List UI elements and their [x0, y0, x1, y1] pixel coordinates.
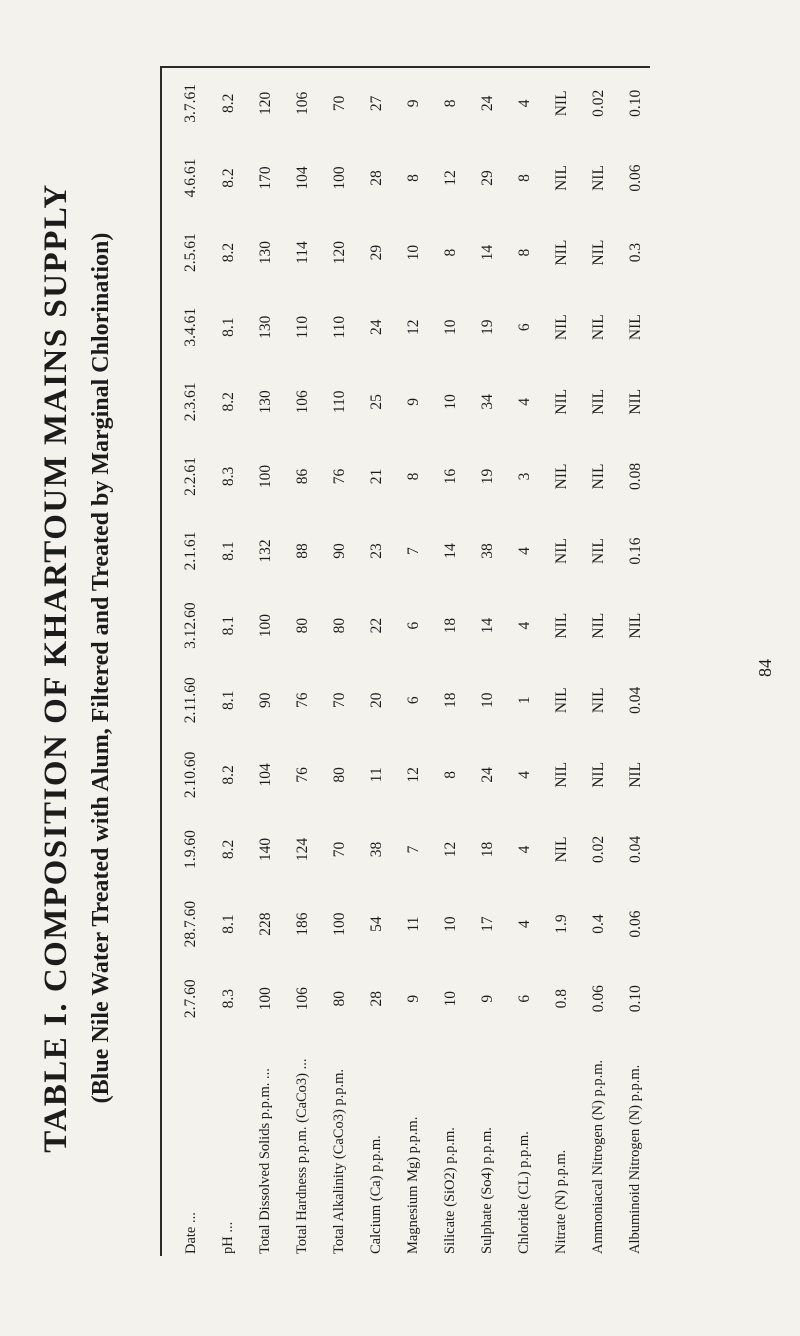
table-cell: 8	[404, 174, 422, 182]
table-cell: 70	[330, 692, 348, 709]
row-label: pH ...	[220, 1221, 236, 1254]
table-cell: 8.3	[219, 989, 237, 1009]
table-cell: 6	[404, 696, 422, 705]
table-cell: 4	[515, 547, 533, 555]
table-cell: 80	[330, 990, 348, 1007]
table-cell: 8.2	[219, 93, 237, 114]
row-label: Total Alkalinity (CaCo3) p.p.m.	[331, 1068, 347, 1254]
table-cell: NIL	[552, 90, 570, 117]
table-cell: NIL	[626, 388, 644, 415]
table-cell: 0.06	[626, 164, 644, 192]
table-row	[432, 66, 469, 1256]
table-cell: 8.2	[219, 242, 237, 263]
page-title: TABLE I. COMPOSITION OF KHARTOUM MAINS SUPPLY	[38, 183, 74, 1153]
table-cell: 0.08	[626, 462, 644, 490]
table-row	[543, 66, 580, 1256]
table-cell: 170	[256, 166, 274, 190]
table-cell: 4	[515, 845, 533, 854]
table-cell: NIL	[589, 612, 607, 639]
table-cell: 8.2	[219, 168, 237, 188]
row-label: Chloride (CL) p.p.m.	[516, 1131, 532, 1254]
table-cell: 8.1	[219, 690, 237, 710]
table-cell: 0.02	[589, 835, 607, 864]
table-cell: 70	[330, 841, 348, 858]
table-cell: NIL	[589, 239, 607, 266]
table-row	[247, 66, 284, 1256]
row-label: Albuminoid Nitrogen (N) p.p.m.	[627, 1064, 643, 1254]
table-cell: 90	[330, 543, 348, 559]
top-rule	[160, 66, 162, 1256]
table-cell: NIL	[552, 761, 570, 788]
table-cell: NIL	[552, 239, 570, 266]
table-cell: 0.04	[626, 835, 644, 864]
table-cell: 6	[515, 994, 533, 1003]
table-cell: 80	[293, 617, 311, 634]
table-cell: 54	[367, 916, 385, 932]
table-cell: 76	[293, 767, 311, 783]
table-cell: 104	[256, 763, 274, 787]
row-label: Total Hardness p.p.m. (CaCo3) ...	[294, 1058, 310, 1254]
table-cell: 25	[367, 394, 385, 410]
table-row	[321, 66, 358, 1256]
table-cell: 110	[330, 390, 348, 414]
table-cell: 3.4.61	[182, 307, 199, 347]
table-cell: NIL	[552, 314, 570, 341]
table-cell: 10	[478, 692, 496, 709]
table-cell: 0.06	[626, 910, 644, 938]
table-cell: 17	[478, 916, 496, 932]
table-cell: 1	[515, 696, 533, 705]
table-cell: 130	[256, 390, 274, 414]
table-cell: 114	[293, 241, 311, 264]
table-cell: 1.9	[552, 914, 570, 934]
table-cell: 7	[404, 845, 422, 854]
table-cell: 76	[330, 468, 348, 485]
table-cell: 11	[367, 767, 385, 783]
table-cell: 19	[478, 468, 496, 485]
table-cell: 4	[515, 99, 533, 108]
table-cell: 106	[293, 390, 311, 414]
table-cell: NIL	[589, 687, 607, 714]
table-cell: 86	[293, 468, 311, 485]
table-cell: 8.3	[219, 466, 237, 487]
table-row	[395, 66, 432, 1256]
table-cell: 29	[367, 244, 385, 261]
table-cell: 24	[478, 95, 496, 112]
table-cell: 2.11.60	[182, 677, 199, 724]
table-cell: 2.2.61	[182, 457, 199, 496]
table-cell: 28	[367, 170, 385, 186]
row-label: Sulphate (So4) p.p.m.	[479, 1127, 495, 1254]
table-cell: 2.1.61	[182, 531, 199, 571]
table-cell: 18	[478, 841, 496, 858]
table-cell: 12	[404, 767, 422, 783]
table-cell: 4	[515, 920, 533, 928]
table-cell: 140	[256, 837, 274, 862]
table-cell: 10	[441, 916, 459, 932]
table-cell: 100	[330, 166, 348, 190]
table-cell: NIL	[626, 314, 644, 341]
table-cell: 20	[367, 692, 385, 709]
table-row	[580, 66, 617, 1256]
table-cell: 8.2	[219, 765, 237, 785]
page-subtitle: (Blue Nile Water Treated with Alum, Filtered and Treated by Marginal Chlorination)	[88, 232, 114, 1104]
table-cell: 8	[441, 99, 459, 108]
table-cell: NIL	[552, 165, 570, 191]
table-cell: 3.12.60	[182, 602, 199, 649]
table-cell: NIL	[552, 612, 570, 639]
table-cell: 120	[330, 240, 348, 265]
table-cell: 4	[515, 771, 533, 779]
table-cell: 130	[256, 315, 274, 339]
table-cell: 28	[367, 990, 385, 1007]
table-cell: 7	[404, 547, 422, 555]
table-cell: 4	[515, 397, 533, 406]
page-number: 84	[755, 659, 775, 677]
table-cell: 124	[293, 837, 311, 862]
table-cell: 0.06	[589, 985, 607, 1013]
table-cell: NIL	[552, 687, 570, 714]
table-cell: NIL	[552, 538, 570, 564]
table-cell: 28.7.60	[182, 900, 199, 948]
table-cell: 0.8	[552, 989, 570, 1009]
table-cell: 10	[441, 319, 459, 335]
table-cell: 100	[256, 614, 274, 638]
table-cell: 10	[404, 244, 422, 261]
table-cell: 27	[367, 95, 385, 112]
table-cell: NIL	[589, 388, 607, 415]
table-cell: NIL	[589, 761, 607, 788]
table-cell: 0.3	[626, 242, 644, 263]
table-row	[506, 66, 543, 1256]
table-cell: 12	[441, 170, 459, 186]
table-cell: 70	[330, 95, 348, 112]
row-label: Silicate (SiO2) p.p.m.	[442, 1127, 458, 1254]
table-cell: 8.1	[219, 317, 237, 337]
table-cell: 21	[367, 468, 385, 485]
table-cell: 12	[441, 841, 459, 858]
table-row	[210, 66, 247, 1256]
table-cell: 18	[441, 617, 459, 634]
table-cell: 3	[515, 472, 533, 481]
table-cell: 8.1	[219, 541, 237, 561]
table-cell: 110	[293, 315, 311, 339]
table-cell: NIL	[626, 612, 644, 639]
row-label: Nitrate (N) p.p.m.	[553, 1149, 569, 1254]
row-label: Date ...	[182, 1212, 199, 1254]
table-cell: 100	[256, 987, 274, 1011]
table-cell: 90	[256, 692, 274, 709]
table-cell: 10	[441, 990, 459, 1007]
row-label: Magnesium Mg) p.p.m.	[405, 1116, 421, 1254]
table-cell: 0.02	[589, 89, 607, 117]
table-cell: 19	[478, 319, 496, 335]
table-cell: 14	[441, 543, 459, 559]
table-cell: 8.1	[219, 615, 237, 636]
table-cell: 80	[330, 617, 348, 634]
table-cell: 24	[478, 767, 496, 783]
table-cell: 18	[441, 692, 459, 709]
row-label: Calcium (Ca) p.p.m.	[368, 1135, 384, 1254]
table-cell: 100	[256, 464, 274, 489]
table-cell: 132	[256, 539, 274, 563]
table-cell: NIL	[552, 836, 570, 863]
table-cell: 8	[515, 174, 533, 182]
table-cell: 8.1	[219, 914, 237, 934]
table-cell: 16	[441, 468, 459, 485]
table-cell: 2.5.61	[182, 233, 199, 272]
table-cell: 106	[293, 987, 311, 1011]
row-label: Total Dissolved Solids p.p.m. ...	[257, 1068, 273, 1254]
table-cell: 22	[367, 617, 385, 634]
table-cell: 24	[367, 319, 385, 335]
table-cell: 12	[404, 319, 422, 335]
table-cell: 130	[256, 240, 274, 265]
table-cell: 0.10	[626, 985, 644, 1013]
table-cell: 2.7.60	[182, 979, 199, 1019]
table-cell: NIL	[626, 761, 644, 788]
table-cell: 0.04	[626, 686, 644, 714]
table-cell: 88	[293, 543, 311, 559]
table-cell: NIL	[589, 463, 607, 490]
table-row	[617, 66, 654, 1256]
table-row	[284, 66, 321, 1256]
table-cell: 29	[478, 170, 496, 186]
table-cell: 0.10	[626, 89, 644, 117]
table-cell: NIL	[552, 463, 570, 490]
table-cell: 76	[293, 692, 311, 709]
composition-table	[172, 66, 654, 1256]
table-cell: 4.6.61	[182, 158, 199, 198]
table-cell: 8	[515, 248, 533, 257]
table-cell: 6	[515, 323, 533, 332]
table-cell: NIL	[589, 165, 607, 191]
table-cell: 106	[293, 91, 311, 115]
table-cell: 1.9.60	[182, 830, 199, 869]
table-cell: 38	[478, 543, 496, 559]
table-cell: 9	[404, 994, 422, 1003]
table-cell: 34	[478, 394, 496, 410]
table-cell: 0.4	[589, 914, 607, 934]
table-cell: 0.16	[626, 537, 644, 565]
table-cell: NIL	[552, 388, 570, 415]
table-cell: 8	[404, 472, 422, 481]
table-cell: 104	[293, 166, 311, 190]
table-cell: 10	[441, 394, 459, 410]
table-cell: 3.7.61	[182, 83, 199, 123]
table-cell: NIL	[589, 314, 607, 341]
table-cell: 186	[293, 912, 311, 936]
table-cell: 2.10.60	[182, 751, 199, 799]
table-cell: 6	[404, 621, 422, 630]
table-cell: 120	[256, 91, 274, 115]
table-cell: 2.3.61	[182, 382, 199, 422]
table-row	[469, 66, 506, 1256]
table-row	[358, 66, 395, 1256]
table-cell: 9	[478, 994, 496, 1003]
table-cell: 110	[330, 315, 348, 339]
table-cell: 14	[478, 244, 496, 261]
table-cell: 8	[441, 248, 459, 257]
table-cell: 38	[367, 841, 385, 858]
table-cell: 80	[330, 767, 348, 783]
table-cell: 8.2	[219, 392, 237, 412]
table-cell: 4	[515, 621, 533, 630]
table-cell: 23	[367, 543, 385, 559]
table-cell: 9	[404, 397, 422, 406]
table-cell: 8.2	[219, 839, 237, 860]
row-label: Ammoniacal Nitrogen (N) p.p.m.	[590, 1059, 606, 1254]
table-cell: 8	[441, 771, 459, 779]
table-cell: 11	[404, 916, 422, 932]
table-cell: 9	[404, 99, 422, 108]
table-row	[172, 66, 210, 1256]
table-cell: 100	[330, 912, 348, 936]
table-cell: 14	[478, 617, 496, 634]
table-cell: 228	[256, 912, 274, 936]
table-cell: NIL	[589, 538, 607, 564]
